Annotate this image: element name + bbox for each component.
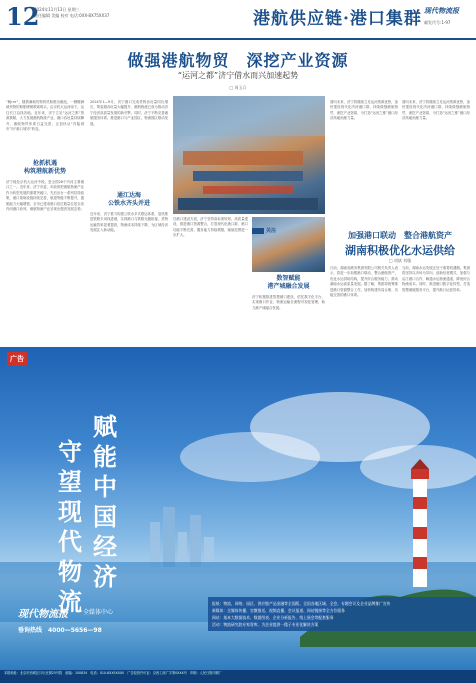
lead-col2-title: 通江达海 公铁水齐头并进 — [107, 192, 150, 207]
lead-intro: “晚rrrr”，随着满载货物的货船驶出港池，一艘艘满载货物的船舶缓缓驶离码头，沿京杭大运河南下，运往长江沿线各地。近年来，济宁立足“运河之都”资源禀赋，大力发展港航物流产业，港口吞吐量持续攀升，港航物贸体系日益完善，正加快从“内陆城市”向“港口城市”转变。 — [6, 100, 84, 132]
lead-subheadline: “运河之都”济宁借水而兴加速起势 — [177, 71, 299, 80]
ad-info-panel — [208, 597, 476, 631]
lead-col1-body: 济宁地处京杭大运河中段，是全国28个内河主要港口之一。近年来，济宁市委、市政府把港航物流产业作为转型发展的重要突破口，先后出台一系列扶持政策，港口基础设施持续完善，航道等级不断提升，通航能力大幅增强，全市已建成港口泊位数量位居全省内河港口前列，港航物流产业呈现出强劲发展态势。 — [6, 180, 84, 212]
lead-col3-body: 在港口建设方面，济宁坚持高标准规划、高质量建设，推进港口资源整合，打造现代化港口群，港口功能不断完善，服务能力持续增强，辐射范围进一步扩大。 — [173, 217, 248, 238]
newspaper-logo: 现代物流报 — [424, 7, 459, 15]
ad-tag: 广告 — [7, 352, 27, 366]
port-secondary-photo — [252, 217, 325, 272]
ad-slogan-left: 守望现代物流 — [58, 437, 82, 616]
lead-col2-body: 2024年1—9月，济宁港口完成货物吞吐量同比增长，集装箱吞吐量大幅提升，港航物流已成为推动济宁经济高质量发展的新引擎。同时，济宁不断完善港航服务体系，推进港口与产业园区、物流园区联动发展。 — [90, 100, 168, 126]
section-title: 港航供应链·港口集群 — [253, 9, 422, 29]
lead-byline: □ 周玉兵 — [229, 85, 247, 90]
ad-info-line: 活动：物流研究院专家智库、为企业提供一揽子专业化解决方案 — [212, 622, 319, 627]
ad-hotline: 垂询热线 4000—5656—98 — [18, 627, 102, 634]
ad-info-line: 新媒体：全媒体传播、官微推送、视频直播、会议报道、网站链接等全方位服务 — [212, 608, 345, 613]
ad-info-line: 报纸：物流、网络、园区、供应链产品金融等全国版、全国各地区域、全会、专题会议及企业品牌推广宣传 — [212, 601, 391, 606]
lead-col5-body: 面向未来，济宁将继续立足运河资源优势，加快建设现代化内河港口群，持续做强港航物贸，深挖产业资源，为打造“运河之都”港口经济高地贡献力量。 — [330, 100, 398, 121]
date-text: 2024年11月13日 星期三 — [34, 7, 80, 12]
page-footer: 本报地址：北京市西城区月坛北街25号院 邮编：100834 电话：010-6XX5XXX0 广告经营许可证：京西工商广字第0XXX号 印刷：人民日报印刷厂 — [0, 670, 476, 683]
lead-col6-body: 面向未来，济宁将继续立足运河资源优势，加快建设现代化内河港口群，持续做强港航物贸，深挖产业资源，为打造“运河之都”港口经济高地贡献力量。 — [402, 100, 470, 121]
lead-headline: 做强港航物贸 深挖产业资源 — [127, 51, 349, 70]
lead-col4-body: 济宁积极推进智慧港口建设，依托数字化平台，实现港口作业、物流运输全流程可视化管理，助力港产城融合发展。 — [252, 295, 325, 310]
date-line — [34, 7, 154, 19]
second-headline-big: 湖南积极优化水运供给 — [345, 244, 455, 257]
ad-info-line: 网站：基本大数据技术、数据图表、企业分析报告、线上展会等配套服务 — [212, 615, 334, 620]
editor-text: 责任编辑 美编 校对 电话:0XX-8X75XX37 — [34, 13, 110, 18]
section-tag-bar — [252, 228, 264, 234]
section-tag: 关注 — [266, 228, 277, 234]
second-headline-small: 加强港口联动 整合港航资产 — [348, 231, 452, 240]
advertisement — [0, 347, 476, 683]
second-col-b: 当前，湖南水运发展正处于重要机遇期。集团将坚持以市场为导向，创新经营模式，加强与沿江港口合作，畅通水运物流通道，降低综合物流成本。同时，推进港口数字化转型，打造智慧港航服务平台，提升港口运营效率。 — [402, 266, 470, 292]
lead-col4-title: 数智赋能 港产城融合发展 — [267, 275, 310, 290]
lead-col2-body2: 近年来，济宁着力构建公铁水多式联运体系，加快推进铁路专用线进港，实现港口与铁路无缝衔接，货物运输效率显著提高，物流成本持续下降，为区域经济发展注入新动能。 — [90, 212, 168, 233]
ad-slogan-right: 赋能中国经济 — [93, 412, 117, 591]
newspaper-code: 邮发代号:1-97 — [424, 20, 451, 25]
lead-col1-title: 抢抓机遇 构筑港航新优势 — [23, 160, 66, 175]
second-byline: □ 胡斌 刘璇 — [388, 258, 412, 263]
ad-brand-logo: 现代物流报 — [18, 609, 68, 620]
port-aerial-photo — [173, 96, 325, 214]
ad-brand-sub: 全媒体中心 — [83, 609, 114, 616]
page-number: 12 — [6, 2, 40, 31]
port-photo-drawing — [173, 96, 325, 214]
second-col-a: 日前，湖南省港务集团有限公司相关负责人表示，将进一步加强港口联动，整合港航资产，优化水运供给结构，提升综合服务能力，推动湖南水运高质量发展。据了解，集团将统筹推进港口资源整合工作，加快构建布局合理、功能完善的港口体系。 — [330, 266, 398, 298]
